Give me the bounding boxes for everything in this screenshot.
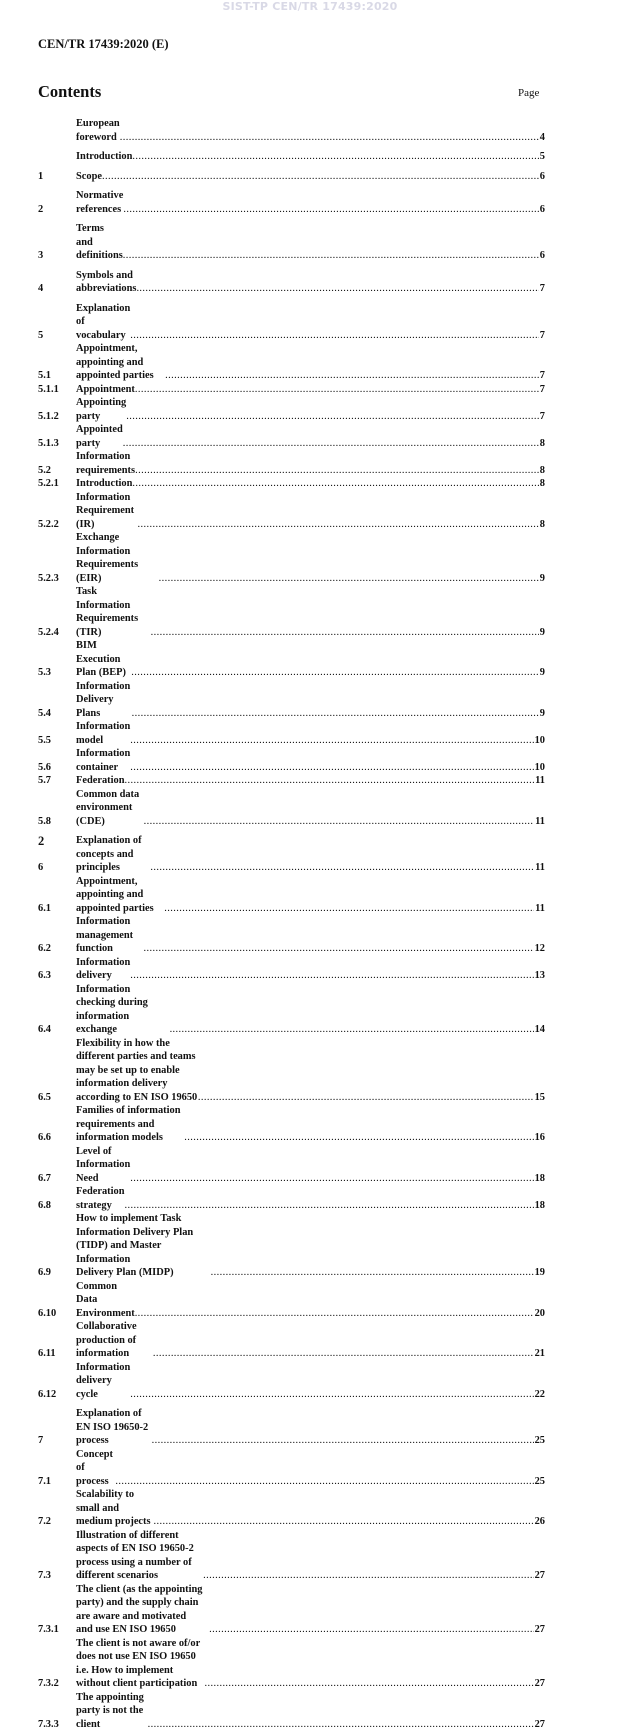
- toc-entry[interactable]: [38, 383, 545, 397]
- toc-entry-number: 7.3: [38, 1569, 76, 1583]
- toc-entry-number: 6.12: [38, 1388, 76, 1402]
- dot-leader: [135, 383, 539, 397]
- dot-leader: [130, 1172, 533, 1186]
- toc-entry[interactable]: [38, 170, 545, 184]
- toc-entry[interactable]: [38, 915, 545, 956]
- dot-leader: [159, 572, 539, 586]
- toc-entry-page: 18: [534, 1199, 545, 1213]
- toc-entry[interactable]: [38, 477, 545, 491]
- toc-entry-title: Common Data Environment: [76, 1280, 135, 1321]
- toc-entry-page: 11: [534, 774, 545, 788]
- toc-entry-title: BIM Execution Plan (BEP): [76, 639, 131, 680]
- dot-leader: [204, 1677, 533, 1691]
- toc-entry-number: 6.8: [38, 1199, 76, 1213]
- toc-entry-title: Explanation of vocabulary: [76, 302, 130, 343]
- toc-entry-page: 10: [534, 761, 545, 775]
- toc-entry[interactable]: [38, 1529, 545, 1583]
- toc-entry-title: Illustration of different aspects of EN ISO 19650-2 process using a number of: [76, 1529, 203, 1570]
- toc-entry-page: 8: [539, 464, 545, 478]
- toc-entry-title: Exchange Information Requirements (EIR): [76, 531, 159, 585]
- toc-entry-number: 7.3.1: [38, 1623, 76, 1637]
- toc-entry[interactable]: [38, 983, 545, 1037]
- toc-entry-page: 9: [539, 666, 545, 680]
- toc-entry[interactable]: [38, 396, 545, 423]
- toc-entry[interactable]: [38, 1104, 545, 1145]
- toc-entry[interactable]: [38, 956, 545, 983]
- dot-leader: [153, 1515, 533, 1529]
- dot-leader: [135, 464, 539, 478]
- toc-entry-number: 7.3.3: [38, 1718, 76, 1731]
- toc-entry[interactable]: [38, 585, 545, 639]
- toc-entry-page: 13: [534, 969, 545, 983]
- toc-entry-page: 21: [534, 1347, 545, 1361]
- toc-entry-number: 5.1.1: [38, 383, 76, 397]
- toc-entry-number: 5.8: [38, 815, 76, 829]
- toc-entry-title: Explanation of EN ISO 19650-2 process: [76, 1407, 152, 1448]
- dot-leader: [130, 761, 533, 775]
- dot-leader: [203, 1569, 534, 1583]
- toc-entry[interactable]: [38, 1448, 545, 1489]
- toc-entry-number: 7.2: [38, 1515, 76, 1529]
- dot-leader: [153, 1347, 534, 1361]
- toc-entry-number: 5.6: [38, 761, 76, 775]
- toc-entry-page: 25: [534, 1434, 545, 1448]
- toc-entry-page: 20: [534, 1307, 545, 1321]
- toc-entry[interactable]: [38, 1407, 545, 1448]
- dot-leader: [138, 518, 539, 532]
- dot-leader: [115, 1475, 533, 1489]
- toc-entry-title: Normative references: [76, 189, 123, 216]
- toc-entry-title: Collaborative production of information: [76, 1320, 153, 1361]
- toc-entry[interactable]: [38, 788, 545, 829]
- toc-entry-number: 5.5: [38, 734, 76, 748]
- dot-leader: [123, 203, 538, 217]
- table-of-contents: [38, 117, 545, 1731]
- dot-leader: [132, 150, 538, 164]
- toc-entry[interactable]: [38, 189, 545, 216]
- dot-leader: [144, 815, 535, 829]
- toc-entry-title: The client is not aware of/or does not use EN ISO 19650 i.e. How to implement: [76, 1637, 204, 1678]
- toc-entry-number: 5.7: [38, 774, 76, 788]
- toc-entry-page: 27: [534, 1569, 545, 1583]
- toc-entry-title: Appointment, appointing and appointed parties: [76, 342, 165, 383]
- toc-entry-page: 27: [534, 1718, 545, 1731]
- toc-entry-number: 1: [38, 170, 76, 184]
- dot-leader: [130, 329, 539, 343]
- dot-leader: [148, 1718, 534, 1731]
- toc-entry-number: 6.2: [38, 942, 76, 956]
- toc-entry-title: Scope: [76, 170, 102, 184]
- dot-leader: [136, 282, 538, 296]
- toc-entry-title: Flexibility in how the different parties and teams may be set up to enable: [76, 1037, 198, 1078]
- toc-entry-number: 6.1: [38, 902, 76, 916]
- dot-leader: [211, 1266, 534, 1280]
- dot-leader: [123, 249, 539, 263]
- toc-entry-number: 5.2.4: [38, 626, 76, 640]
- toc-entry-page: 11: [534, 815, 545, 829]
- toc-entry-page: 9: [539, 707, 545, 721]
- contents-title: Contents: [38, 82, 101, 102]
- dot-leader: [151, 626, 539, 640]
- toc-entry-title: Information delivery: [76, 956, 130, 983]
- toc-entry-title: Introduction: [76, 150, 132, 164]
- toc-entry-title: Information checking during information exchange: [76, 983, 170, 1037]
- toc-entry-title: and use EN ISO 19650: [76, 1623, 209, 1637]
- toc-entry[interactable]: [38, 222, 545, 263]
- toc-entry-title: Terms and definitions: [76, 222, 123, 263]
- toc-entry-number: 5.4: [38, 707, 76, 721]
- toc-entry-page: 27: [534, 1623, 545, 1637]
- toc-entry-number: 5.2.1: [38, 477, 76, 491]
- toc-entry-page: 6: [539, 170, 545, 184]
- dot-leader: [152, 1434, 534, 1448]
- watermark: SIST-TP CEN/TR 17439:2020: [0, 0, 620, 13]
- dot-leader: [130, 969, 533, 983]
- toc-entry-page: 8: [539, 477, 545, 491]
- toc-entry-number: 3: [38, 249, 76, 263]
- toc-entry[interactable]: [38, 117, 545, 144]
- toc-entry-title: Information management function: [76, 915, 144, 956]
- toc-entry-page: 6: [539, 203, 545, 217]
- toc-entry-title: Symbols and abbreviations: [76, 269, 136, 296]
- document-id-header: CEN/TR 17439:2020 (E): [38, 37, 169, 52]
- toc-entry-title: Information requirements: [76, 450, 135, 477]
- toc-entry[interactable]: [38, 1145, 545, 1186]
- toc-entry-page: 15: [534, 1091, 545, 1105]
- dot-leader: [144, 942, 534, 956]
- toc-entry[interactable]: [38, 774, 545, 788]
- toc-entry-page: 27: [534, 1677, 545, 1691]
- toc-entry-page: 9: [539, 626, 545, 640]
- dot-leader: [165, 369, 539, 383]
- toc-entry-number: 6.5: [38, 1091, 76, 1105]
- toc-entry-title: Information Delivery Plans: [76, 680, 132, 721]
- dot-leader: [132, 477, 538, 491]
- toc-entry-title: Families of information requirements and information models: [76, 1104, 184, 1145]
- toc-entry-number: 6.7: [38, 1172, 76, 1186]
- toc-entry[interactable]: [38, 639, 545, 680]
- dot-leader: [130, 1388, 533, 1402]
- toc-entry-title: Appointing party: [76, 396, 126, 423]
- toc-entry-title: Information delivery cycle: [76, 1361, 130, 1402]
- toc-entry-title: different scenarios: [76, 1569, 203, 1583]
- toc-entry-title: Introduction: [76, 477, 132, 491]
- dot-leader: [130, 734, 533, 748]
- toc-entry-page: 7: [539, 329, 545, 343]
- toc-entry-page: 7: [539, 369, 545, 383]
- toc-entry-number: 6.11: [38, 1347, 76, 1361]
- dot-leader: [132, 707, 539, 721]
- toc-entry-title: Common data environment (CDE): [76, 788, 144, 829]
- toc-entry[interactable]: [38, 342, 545, 383]
- toc-entry-number: 6.4: [38, 1023, 76, 1037]
- toc-entry[interactable]: [38, 1488, 545, 1529]
- toc-entry-number: 5: [38, 329, 76, 343]
- toc-entry-page: 11: [534, 902, 545, 916]
- toc-entry[interactable]: [38, 1212, 545, 1280]
- dot-leader: [131, 666, 539, 680]
- toc-entry-number: 2: [38, 203, 76, 217]
- toc-entry-page: 19: [534, 1266, 545, 1280]
- toc-entry[interactable]: [38, 302, 545, 343]
- toc-entry-page: 4: [539, 131, 545, 145]
- toc-entry[interactable]: [38, 1361, 545, 1402]
- dot-leader: [135, 1307, 534, 1321]
- toc-entry-number: 6.10: [38, 1307, 76, 1321]
- dot-leader: [198, 1091, 534, 1105]
- toc-entry-title: Federation: [76, 774, 124, 788]
- dot-leader: [123, 437, 539, 451]
- toc-entry-title: information delivery according to EN ISO 19650: [76, 1077, 198, 1104]
- toc-entry[interactable]: [38, 1691, 545, 1731]
- toc-entry-number: 7.1: [38, 1475, 76, 1489]
- toc-entry-title: Level of Information Need: [76, 1145, 130, 1186]
- toc-entry-page: 25: [534, 1475, 545, 1489]
- toc-entry-title: Appointed party: [76, 423, 123, 450]
- toc-entry-number: 5.3: [38, 666, 76, 680]
- toc-entry-number: 5.2.2: [38, 518, 76, 532]
- toc-entry-page: 18: [534, 1172, 545, 1186]
- toc-entry-title: How to implement Task Information Delivery Plan (TIDP) and Master Information: [76, 1212, 211, 1266]
- toc-entry-number: 5.1.3: [38, 437, 76, 451]
- dot-leader: [150, 861, 534, 875]
- toc-entry-title: Information container: [76, 747, 130, 774]
- toc-entry[interactable]: [38, 423, 545, 450]
- toc-entry-title: European foreword: [76, 117, 120, 144]
- toc-entry-page: 7: [539, 410, 545, 424]
- toc-entry-page: 7: [539, 282, 545, 296]
- toc-entry-number: 6.9: [38, 1266, 76, 1280]
- toc-entry-page: 10: [534, 734, 545, 748]
- toc-entry-title: Information model: [76, 720, 130, 747]
- toc-entry-title: The client (as the appointing party) and the supply chain are aware and motivated: [76, 1583, 209, 1624]
- toc-entry[interactable]: [38, 720, 545, 747]
- toc-entry[interactable]: [38, 1583, 545, 1637]
- toc-entry-number: 7: [38, 1434, 76, 1448]
- dot-leader: [170, 1023, 534, 1037]
- toc-entry-page: 16: [534, 1131, 545, 1145]
- dot-leader: [102, 170, 539, 184]
- toc-entry[interactable]: [38, 1037, 545, 1105]
- toc-entry-number: 5.1.2: [38, 410, 76, 424]
- toc-entry[interactable]: [38, 875, 545, 916]
- toc-entry-number: 6.3: [38, 969, 76, 983]
- footer-page-number: 2: [38, 834, 44, 849]
- toc-entry[interactable]: [38, 680, 545, 721]
- toc-entry-title: without client participation: [76, 1677, 204, 1691]
- toc-entry-page: 22: [534, 1388, 545, 1402]
- toc-entry-page: 14: [534, 1023, 545, 1037]
- toc-entry-number: 7.3.2: [38, 1677, 76, 1691]
- dot-leader: [126, 410, 539, 424]
- dot-leader: [124, 774, 534, 788]
- toc-entry-page: 9: [539, 572, 545, 586]
- toc-entry-number: 6: [38, 861, 76, 875]
- toc-entry[interactable]: [38, 269, 545, 296]
- toc-entry-number: 4: [38, 282, 76, 296]
- toc-entry-title: Appointment: [76, 383, 135, 397]
- toc-entry-page: 8: [539, 518, 545, 532]
- toc-entry-page: 11: [534, 861, 545, 875]
- toc-entry-title: Scalability to small and medium projects: [76, 1488, 153, 1529]
- toc-entry-title: Explanation of concepts and principles: [76, 834, 150, 875]
- toc-entry-page: 6: [539, 249, 545, 263]
- toc-entry-number: 6.6: [38, 1131, 76, 1145]
- dot-leader: [124, 1199, 533, 1213]
- toc-entry[interactable]: [38, 747, 545, 774]
- toc-entry[interactable]: [38, 450, 545, 477]
- toc-entry-title: Appointment, appointing and appointed parties: [76, 875, 164, 916]
- toc-entry[interactable]: [38, 834, 545, 875]
- toc-entry[interactable]: [38, 1185, 545, 1212]
- toc-entry[interactable]: [38, 491, 545, 532]
- toc-entry-number: 5.2: [38, 464, 76, 478]
- toc-entry-title: Task Information Requirements (TIR): [76, 585, 151, 639]
- toc-entry-title: Federation strategy: [76, 1185, 124, 1212]
- dot-leader: [209, 1623, 533, 1637]
- toc-entry-title: Concept of process: [76, 1448, 115, 1489]
- toc-entry[interactable]: [38, 1280, 545, 1321]
- toc-entry-page: 8: [539, 437, 545, 451]
- toc-entry-number: 5.1: [38, 369, 76, 383]
- page-column-label: Page: [518, 87, 539, 99]
- toc-entry-page: 12: [534, 942, 545, 956]
- toc-entry[interactable]: [38, 150, 545, 164]
- toc-entry-page: 7: [539, 383, 545, 397]
- dot-leader: [120, 131, 539, 145]
- toc-entry-page: 5: [539, 150, 545, 164]
- toc-entry[interactable]: [38, 1320, 545, 1361]
- toc-entry[interactable]: [38, 531, 545, 585]
- dot-leader: [164, 902, 534, 916]
- dot-leader: [184, 1131, 533, 1145]
- toc-entry-title: The appointing party is not the client: [76, 1691, 148, 1731]
- toc-entry-title: Information Requirement (IR): [76, 491, 138, 532]
- toc-entry[interactable]: [38, 1637, 545, 1691]
- toc-entry-number: 5.2.3: [38, 572, 76, 586]
- toc-entry-title: Delivery Plan (MIDP): [76, 1266, 211, 1280]
- toc-entry-page: 26: [534, 1515, 545, 1529]
